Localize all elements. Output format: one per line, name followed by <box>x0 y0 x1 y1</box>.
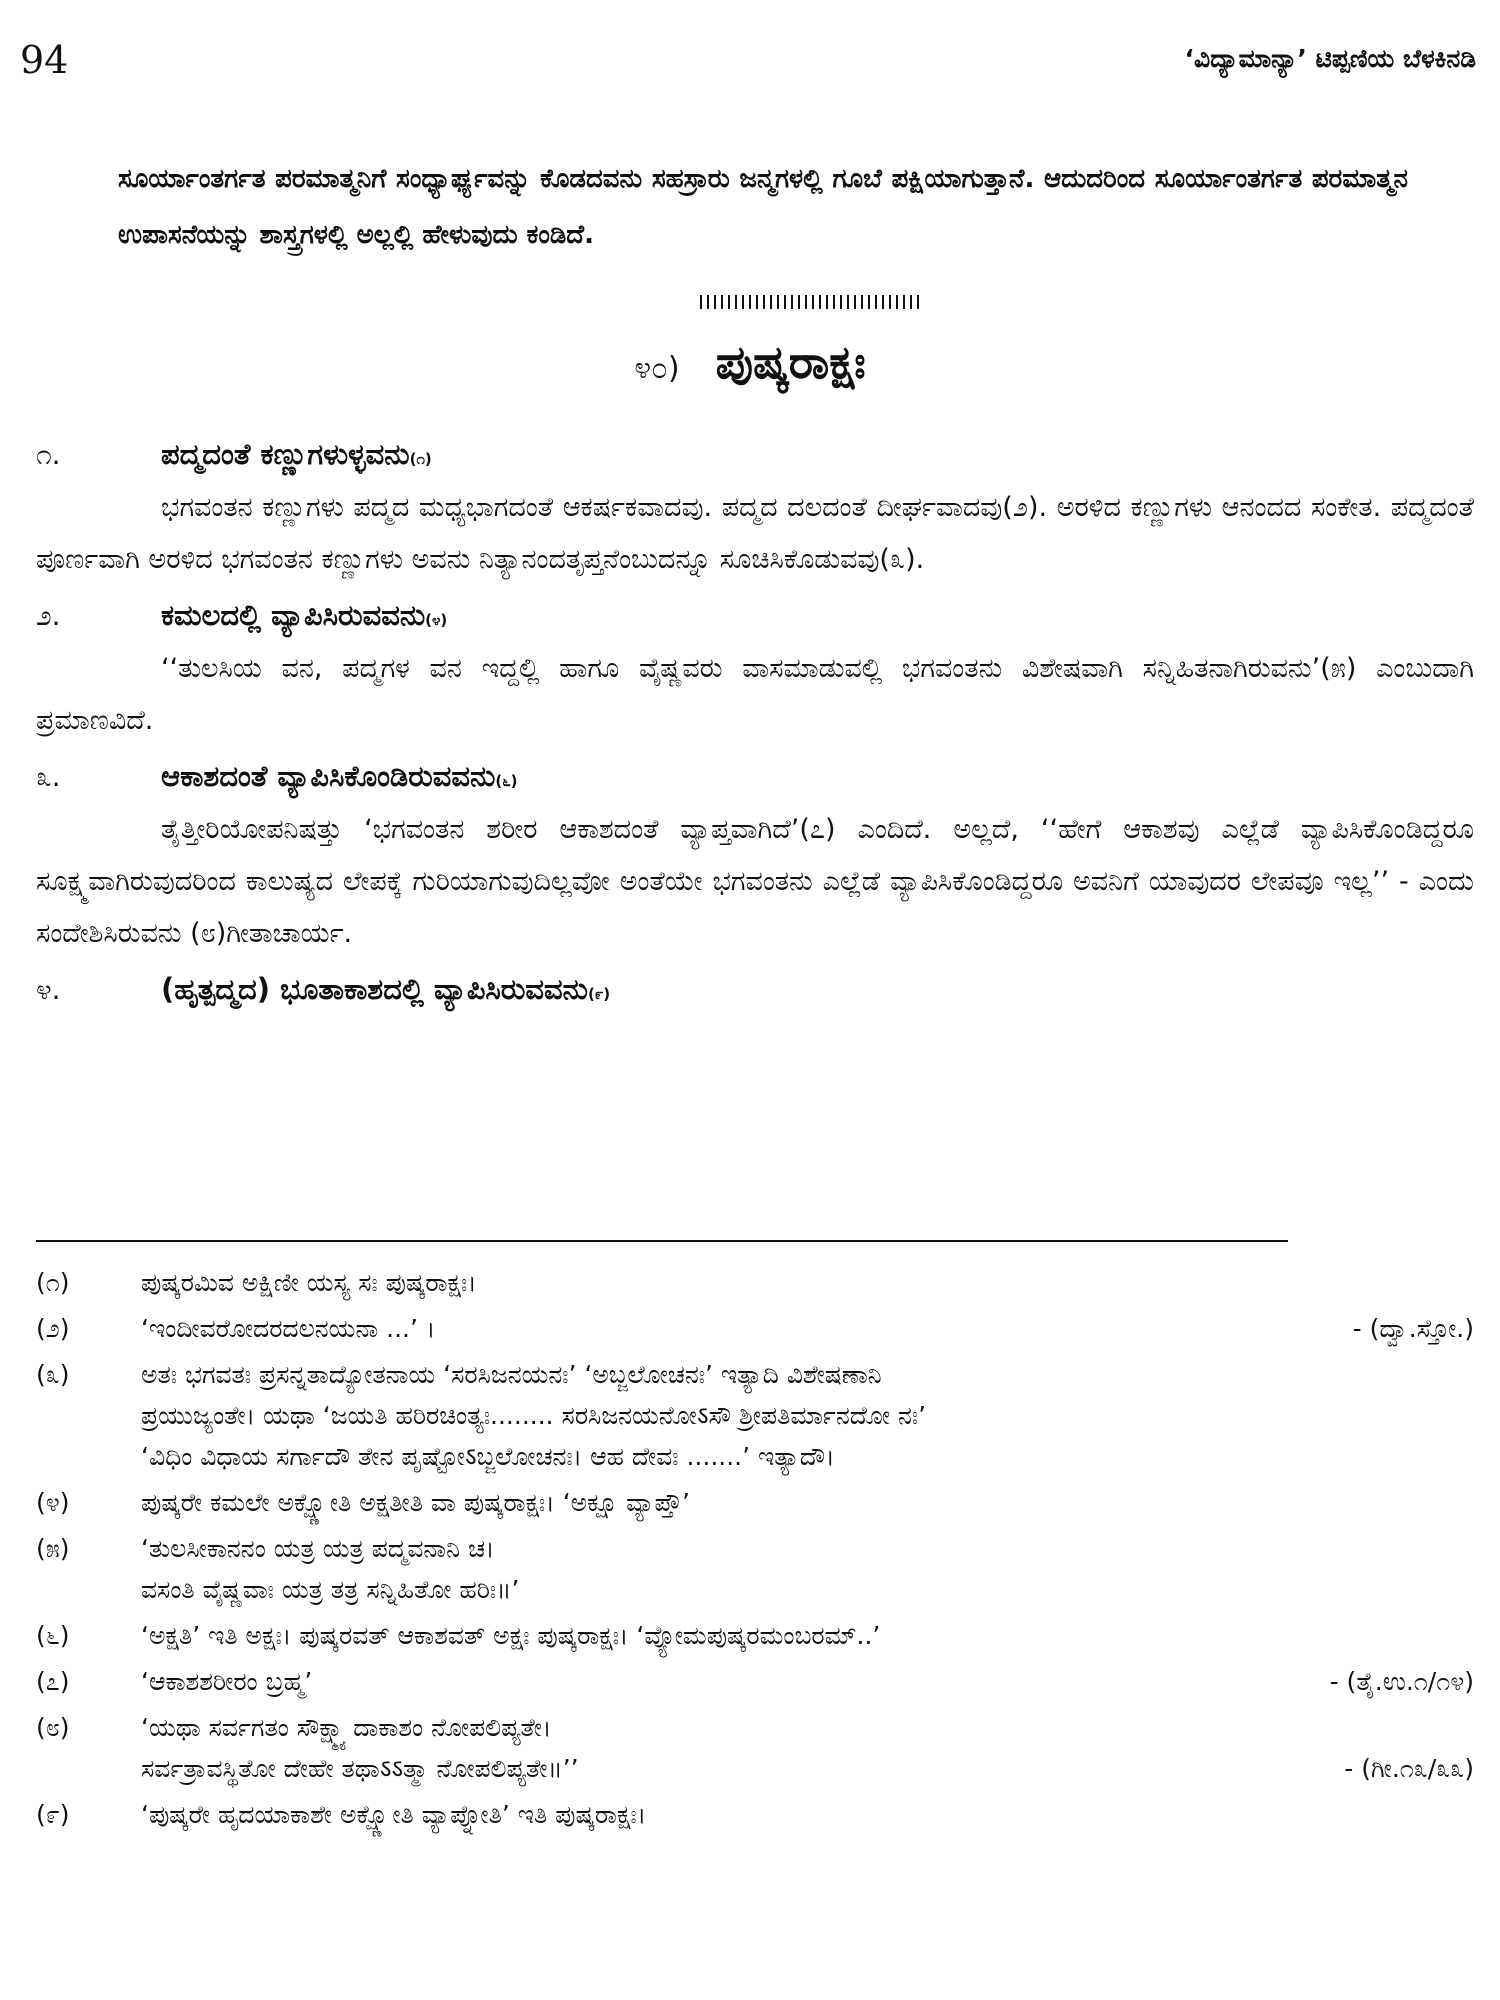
footnote-text: ‘ಇಂದೀವರೋದರದಲನಯನಾ ...’ । <box>141 1314 436 1343</box>
name-entry <box>36 972 1474 1007</box>
footnote-source: - (ದ್ವಾ.ಸ್ತೋ.) <box>1352 1314 1474 1343</box>
footnote <box>36 1262 1474 1303</box>
footnote-line <box>141 1569 1474 1610</box>
name-entry <box>36 759 1474 960</box>
footnote-line <box>141 1794 1474 1835</box>
footnote-text: ‘ತುಲಸೀಕಾನನಂ ಯತ್ರ ಯತ್ರ ಪದ್ಮವನಾನಿ ಚ। <box>141 1534 495 1563</box>
footnote-text: ‘ಆಕಾಶಶರೀರಂ ಬ್ರಹ್ಮ’ <box>141 1667 313 1696</box>
section-number: ೪೦) <box>634 351 680 386</box>
footnote-number: (೪) <box>36 1488 70 1517</box>
footnote-text: ಪುಷ್ಕರಮಿವ ಅಕ್ಷಿಣೀ ಯಸ್ಯ ಸಃ ಪುಷ್ಕರಾಕ್ಷಃ। <box>141 1268 477 1297</box>
footnote-number: (೮) <box>36 1713 70 1742</box>
name-entry <box>36 437 1474 586</box>
name-heading <box>36 759 1474 794</box>
footnotes <box>36 1262 1474 1840</box>
name-heading <box>36 972 1474 1007</box>
footnote <box>36 1615 1474 1656</box>
name-heading <box>36 437 1474 472</box>
footnote-line <box>141 1395 1474 1436</box>
footnote-line <box>141 1707 1474 1748</box>
footnote-number: (೧) <box>36 1268 70 1297</box>
name-number: ೩. <box>36 760 61 793</box>
name-number: ೪. <box>36 973 61 1006</box>
footnote <box>36 1794 1474 1835</box>
footnote <box>36 1528 1474 1610</box>
footnote-text: ವಸಂತಿ ವೈಷ್ಣವಾಃ ಯತ್ರ ತತ್ರ ಸನ್ನಿಹಿತೋ ಹರಿಃ॥’ <box>141 1575 520 1604</box>
name-title: ಪದ್ಮದಂತೆ ಕಣ್ಣುಗಳುಳ್ಳವನು <box>161 437 410 471</box>
name-title: (ಹೃತ್ಪದ್ಮದ) ಭೂತಾಕಾಶದಲ್ಲಿ ವ್ಯಾಪಿಸಿರುವವನು <box>161 972 588 1006</box>
footnote-line <box>141 1748 1474 1789</box>
footnote <box>36 1354 1474 1477</box>
footnote-text: ‘ವಿಧಿಂ ವಿಧಾಯ ಸರ್ಗಾದೌ ತೇನ ಪೃಷ್ಟೋऽಬ್ಜಲೋಚನಃ। ಆಹ ದೇವಃ .......’ ಇತ್ಯಾದೌ। <box>141 1442 835 1471</box>
name-entry <box>36 598 1474 747</box>
names-list <box>36 425 1474 1017</box>
footnote-text: ‘ಅಕ್ಷತಿ’ ಇತಿ ಅಕ್ಷಃ। ಪುಷ್ಕರವತ್ ಆಕಾಶವತ್ ಅಕ್ಷಃ ಪುಷ್ಕರಾಕ್ಷಃ। ‘ವ್ಯೋಮಪುಷ್ಕರಮಂಬರಮ್..’ <box>141 1621 881 1650</box>
footnote-text: ‘ಯಥಾ ಸರ್ವಗತಂ ಸೌಕ್ಷ್ಮ್ಯಾದಾಕಾಶಂ ನೋಪಲಿಪ್ಯತೇ। <box>141 1713 552 1742</box>
footnote-line <box>141 1615 1474 1656</box>
footnote-line <box>141 1482 1474 1523</box>
footnote-number: (೭) <box>36 1667 70 1696</box>
section-divider <box>700 295 922 309</box>
footnote-number: (೯) <box>36 1800 70 1829</box>
section-title <box>0 335 1500 391</box>
intro-paragraph: ಸೂರ್ಯಾಂತರ್ಗತ ಪರಮಾತ್ಮನಿಗೆ ಸಂಧ್ಯಾರ್ಘ್ಯವನ್ನು ಕೊಡದವನು ಸಹಸ್ರಾರು ಜನ್ಮಗಳಲ್ಲಿ ಗೂಬೆ ಪಕ್ಷಿಯಾಗುತ್ತಾನೆ. ಆದುದರಿಂದ ಸೂರ್ಯಾಂತರ್ಗತ ಪರಮಾತ್ಮನ ಉಪಾಸನೆಯನ್ನು ಶಾಸ್ತ್ರಗಳಲ್ಲಿ ಅಲ್ಲಲ್ಲಿ ಹೇಳುವುದು ಕಂಡಿದೆ. <box>118 164 1408 250</box>
footnote-number: (೩) <box>36 1360 70 1389</box>
footnote-line <box>141 1262 1474 1303</box>
name-paragraph: ತೈತ್ತೀರಿಯೋಪನಿಷತ್ತು ‘ಭಗವಂತನ ಶರೀರ ಆಕಾಶದಂತೆ ವ್ಯಾಪ್ತವಾಗಿದೆ’(೭) ಎಂದಿದೆ. ಅಲ್ಲದೆ, ‘‘ಹೇಗೆ ಆಕಾಶವು ಎಲ್ಲೆಡೆ ವ್ಯಾಪಿಸಿಕೊಂಡಿದ್ದರೂ ಸೂಕ್ಷ್ಮವಾಗಿರುವುದರಿಂದ ಕಾಲುಷ್ಯದ ಲೇಪಕ್ಕೆ ಗುರಿಯಾಗುವುದಿಲ್ಲವೋ ಅಂತೆಯೇ ಭಗವಂತನು ಎಲ್ಲೆಡೆ ವ್ಯಾಪಿಸಿಕೊಂಡಿದ್ದರೂ ಅವನಿಗೆ ಯಾವುದರ ಲೇಪವೂ ಇಲ್ಲ’’ - ಎಂದು ಸಂದೇಶಿಸಿರುವನು (೮)ಗೀತಾಚಾರ್ಯ. <box>36 814 1474 949</box>
footnote <box>36 1308 1474 1349</box>
name-number: ೧. <box>36 438 61 471</box>
footnote-number: (೫) <box>36 1534 70 1563</box>
footnote <box>36 1661 1474 1702</box>
running-head: ‘ವಿದ್ಯಾಮಾನ್ಯಾ’ ಟಿಪ್ಪಣಿಯ ಬೆಳಕಿನಡಿ <box>1184 44 1476 73</box>
footnote-number: (೨) <box>36 1314 70 1343</box>
footnote-text: ಪುಷ್ಕರೇ ಕಮಲೇ ಅಕ್ಷ್ಣೋತಿ ಅಕ್ಷತೀತಿ ವಾ ಪುಷ್ಕರಾಕ್ಷಃ। ‘ಅಕ್ಷೂ ವ್ಯಾಪ್ತೌ’ <box>141 1488 690 1517</box>
footnote-number: (೬) <box>36 1621 70 1650</box>
footnote-ref: (೪) <box>425 611 448 629</box>
footnote-ref: (೯) <box>587 985 611 1003</box>
name-paragraph: ಭಗವಂತನ ಕಣ್ಣುಗಳು ಪದ್ಮದ ಮಧ್ಯಭಾಗದಂತೆ ಆಕರ್ಷಕವಾದವು. ಪದ್ಮದ ದಲದಂತೆ ದೀರ್ಘವಾದವು(೨). ಅರಳಿದ ಕಣ್ಣುಗಳು ಆನಂದದ ಸಂಕೇತ. ಪದ್ಮದಂತೆ ಪೂರ್ಣವಾಗಿ ಅರಳಿದ ಭಗವಂತನ ಕಣ್ಣುಗಳು ಅವನು ನಿತ್ಯಾನಂದತೃಪ್ತನೆಂಬುದನ್ನೂ ಸೂಚಿಸಿಕೊಡುವವು(೩). <box>36 492 1474 575</box>
name-paragraph: ‘‘ತುಲಸಿಯ ವನ, ಪದ್ಮಗಳ ವನ ಇದ್ದಲ್ಲಿ ಹಾಗೂ ವೈಷ್ಣವರು ವಾಸಮಾಡುವಲ್ಲಿ ಭಗವಂತನು ವಿಶೇಷವಾಗಿ ಸನ್ನಿಹಿತನಾಗಿರುವನು’(೫) ಎಂಬುದಾಗಿ ಪ್ರಮಾಣವಿದೆ. <box>36 653 1474 736</box>
footnote-line <box>141 1308 1474 1349</box>
footnote-line <box>141 1528 1474 1569</box>
footnote-text: ‘ಪುಷ್ಕರೇ ಹೃದಯಾಕಾಶೇ ಅಕ್ಷ್ಣೋತಿ ವ್ಯಾಪ್ನೋತಿ’ ಇತಿ ಪುಷ್ಕರಾಕ್ಷಃ। <box>141 1800 647 1829</box>
footnote-ref: (೬) <box>495 772 518 790</box>
footnote <box>36 1707 1474 1789</box>
footnote-rule <box>36 1240 1288 1242</box>
page-number: 94 <box>20 38 69 82</box>
footnote-line <box>141 1436 1474 1477</box>
footnote-ref: (೧) <box>409 450 432 468</box>
footnote-text: ಪ್ರಯುಜ್ಯಂತೇ। ಯಥಾ ‘ಜಯತಿ ಹರಿರಚಿಂತ್ಯಃ........ ಸರಸಿಜನಯನೋऽಸೌ ಶ್ರೀಪತಿರ್ಮಾನದೋ ನಃ’ <box>141 1401 927 1430</box>
name-title: ಕಮಲದಲ್ಲಿ ವ್ಯಾಪಿಸಿರುವವನು <box>161 598 426 632</box>
name-title: ಆಕಾಶದಂತೆ ವ್ಯಾಪಿಸಿಕೊಂಡಿರುವವನು <box>161 759 496 793</box>
footnote-line <box>141 1661 1474 1702</box>
footnote-source: - (ತೈ.ಉ.೧/೧೪) <box>1329 1667 1474 1696</box>
footnote <box>36 1482 1474 1523</box>
name-heading <box>36 598 1474 633</box>
footnote-text: ಅತಃ ಭಗವತಃ ಪ್ರಸನ್ನತಾದ್ಯೋತನಾಯ ‘ಸರಸಿಜನಯನಃ’ ‘ಅಬ್ಜಲೋಚನಃ’ ಇತ್ಯಾದಿ ವಿಶೇಷಣಾನಿ <box>141 1360 882 1389</box>
footnote-source: - (ಗೀ.೧೩/೩೩) <box>1344 1754 1474 1783</box>
footnote-text: ಸರ್ವತ್ರಾವಸ್ಥಿತೋ ದೇಹೇ ತಥಾऽऽತ್ಮಾ ನೋಪಲಿಪ್ಯತೇ॥’’ <box>141 1754 579 1783</box>
footnote-line <box>141 1354 1474 1395</box>
name-number: ೨. <box>36 599 61 632</box>
section-heading: ಪುಷ್ಕರಾಕ್ಷಃ <box>715 335 866 389</box>
